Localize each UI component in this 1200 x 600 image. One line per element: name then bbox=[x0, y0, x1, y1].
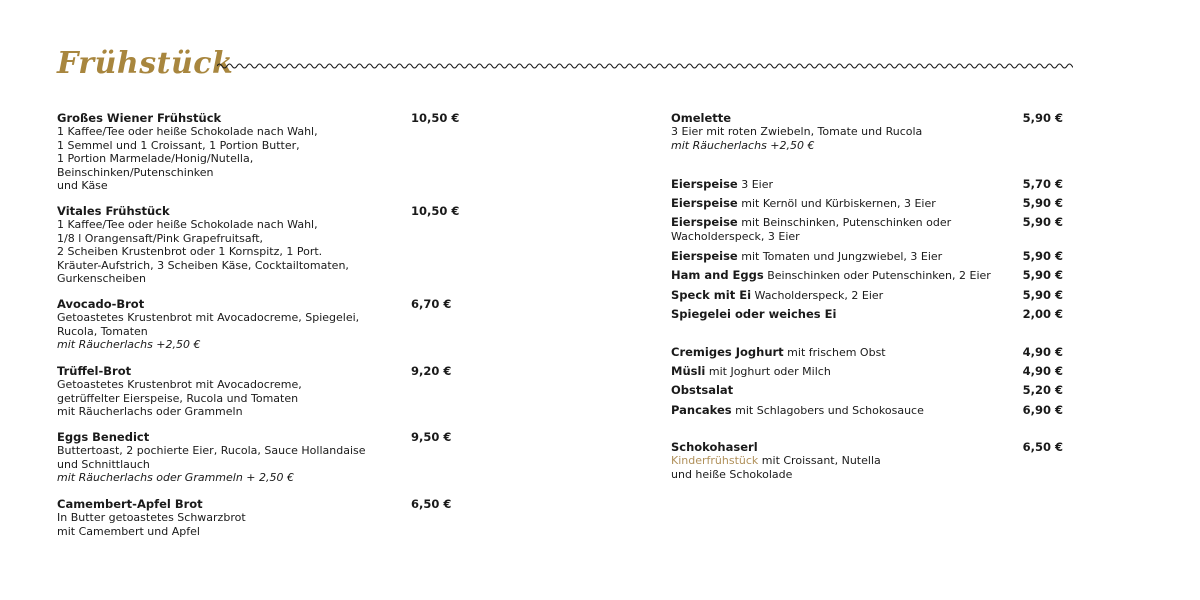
item-price: 5,90 € bbox=[1022, 196, 1063, 210]
menu-item bbox=[671, 112, 1063, 152]
menu-row bbox=[671, 177, 1063, 192]
item-description bbox=[57, 311, 360, 352]
description-line: 3 Eier mit roten Zwiebeln, Tomate und Rucola bbox=[671, 125, 923, 139]
item-description bbox=[57, 125, 357, 192]
item-extra: mit Räucherlachs +2,50 € bbox=[57, 338, 201, 352]
item-name: Speck mit Ei bbox=[671, 288, 752, 302]
description-line: und Käse bbox=[57, 179, 108, 193]
description-line: Gurkenscheiben bbox=[57, 272, 147, 286]
item-description: mit Beinschinken, Putenschinken oder bbox=[741, 216, 952, 229]
item-price: 6,70 € bbox=[411, 297, 452, 311]
item-price: 10,50 € bbox=[411, 204, 460, 218]
item-price: 9,20 € bbox=[411, 364, 452, 378]
description-line: 2 Scheiben Krustenbrot oder 1 Kornspitz, 1 Port. bbox=[57, 245, 323, 259]
item-name: Eierspeise bbox=[671, 249, 738, 263]
item-price: 5,90 € bbox=[1022, 268, 1063, 282]
menu-row bbox=[671, 268, 1063, 283]
item-extra: mit Räucherlachs +2,50 € bbox=[671, 138, 815, 152]
item-price: 5,90 € bbox=[1022, 249, 1063, 263]
menu-item bbox=[57, 431, 457, 485]
item-name: Eierspeise bbox=[671, 177, 738, 191]
item-name: Pancakes bbox=[671, 403, 732, 417]
description-line: Getoastetes Krustenbrot mit Avocadocreme, Spiegelei, bbox=[57, 311, 360, 325]
item-name: Eierspeise bbox=[671, 215, 738, 229]
item-price: 5,90 € bbox=[1022, 215, 1063, 229]
description-line: mit Croissant, Nutella bbox=[761, 454, 881, 468]
item-name: Omelette bbox=[671, 111, 732, 125]
item-description bbox=[57, 511, 357, 538]
item-description bbox=[57, 378, 357, 418]
item-description: Beinschinken oder Putenschinken, 2 Eier bbox=[767, 269, 991, 282]
menu-row bbox=[671, 307, 1063, 322]
description-line: 1 Portion Marmelade/Honig/Nutella, bbox=[57, 152, 254, 166]
menu-row bbox=[671, 196, 1063, 211]
description-line: Kräuter-Aufstrich, 3 Scheiben Käse, Cocktailtomaten, bbox=[57, 258, 349, 272]
item-name: Müsli bbox=[671, 364, 706, 378]
description-line: und Schnittlauch bbox=[57, 457, 150, 471]
item-price: 6,50 € bbox=[411, 497, 452, 511]
item-name: Avocado-Brot bbox=[57, 297, 145, 311]
menu-row bbox=[671, 288, 1063, 303]
description-line: mit Camembert und Apfel bbox=[57, 524, 200, 538]
item-name: Camembert-Apfel Brot bbox=[57, 497, 203, 511]
item-description: mit Kernöl und Kürbiskernen, 3 Eier bbox=[741, 197, 936, 210]
item-name: Obstsalat bbox=[671, 383, 734, 397]
item-price: 5,90 € bbox=[1022, 288, 1063, 302]
menu-header bbox=[57, 44, 1077, 88]
menu-item bbox=[57, 298, 457, 352]
description-line: Buttertoast, 2 pochierte Eier, Rucola, Sauce Hollandaise bbox=[57, 444, 366, 458]
item-description bbox=[671, 125, 971, 152]
description-line: mit Räucherlachs oder Grammeln bbox=[57, 405, 243, 419]
description-line: 1 Kaffee/Tee oder heiße Schokolade nach Wahl, bbox=[57, 125, 318, 139]
item-price: 2,00 € bbox=[1022, 307, 1063, 321]
item-name: Trüffel-Brot bbox=[57, 364, 132, 378]
kids-breakfast-label: Kinderfrühstück bbox=[671, 454, 759, 468]
description-line: getrüffelter Eierspeise, Rucola und Tomaten bbox=[57, 391, 299, 405]
menu-row bbox=[671, 364, 1063, 379]
item-description bbox=[671, 454, 971, 481]
item-description: mit Joghurt oder Milch bbox=[708, 365, 831, 378]
item-description: Wacholderspeck, 2 Eier bbox=[754, 289, 884, 302]
description-line: 1 Semmel und 1 Croissant, 1 Portion Butter, bbox=[57, 138, 300, 152]
description-line: Getoastetes Krustenbrot mit Avocadocreme, bbox=[57, 378, 302, 392]
menu-item bbox=[57, 204, 460, 286]
item-description: mit Schlagobers und Schokosauce bbox=[735, 404, 924, 417]
menu-item bbox=[57, 498, 457, 538]
menu-row bbox=[671, 215, 1063, 244]
item-name: Eierspeise bbox=[671, 196, 738, 210]
description-line: In Butter getoastetes Schwarzbrot bbox=[57, 511, 246, 525]
item-name: Ham and Eggs bbox=[671, 268, 764, 282]
item-price: 5,90 € bbox=[1022, 111, 1063, 125]
item-name: Schokohaserl bbox=[671, 440, 758, 454]
description-line: Beinschinken/Putenschinken bbox=[57, 165, 214, 179]
menu-row bbox=[671, 345, 1063, 360]
item-price: 6,90 € bbox=[1022, 403, 1063, 417]
menu-item bbox=[57, 365, 457, 419]
menu-row bbox=[671, 383, 1063, 398]
item-price: 5,20 € bbox=[1022, 383, 1063, 397]
menu-row bbox=[671, 249, 1063, 264]
item-description bbox=[57, 444, 366, 485]
item-extra: mit Räucherlachs oder Grammeln + 2,50 € bbox=[57, 471, 294, 485]
item-description bbox=[57, 218, 357, 285]
item-description: 3 Eier bbox=[741, 178, 774, 191]
item-name: Vitales Frühstück bbox=[57, 204, 170, 218]
wave-divider bbox=[217, 60, 1073, 72]
description-line: Rucola, Tomaten bbox=[57, 324, 148, 338]
item-name: Eggs Benedict bbox=[57, 430, 150, 444]
item-price: 6,50 € bbox=[1022, 440, 1063, 454]
description-line: und heiße Schokolade bbox=[671, 467, 793, 481]
item-description: mit frischem Obst bbox=[787, 346, 886, 359]
item-description-continued: Wacholderspeck, 3 Eier bbox=[671, 230, 800, 243]
item-price: 9,50 € bbox=[411, 430, 452, 444]
menu-item bbox=[57, 111, 460, 193]
description-line: 1 Kaffee/Tee oder heiße Schokolade nach Wahl, bbox=[57, 218, 318, 232]
item-price: 10,50 € bbox=[411, 111, 460, 125]
menu-item bbox=[671, 441, 1063, 481]
item-name: Großes Wiener Frühstück bbox=[57, 111, 222, 125]
menu-row bbox=[671, 403, 1063, 418]
item-price: 4,90 € bbox=[1022, 364, 1063, 378]
item-name: Spiegelei oder weiches Ei bbox=[671, 307, 837, 321]
description-line: 1/8 l Orangensaft/Pink Grapefruitsaft, bbox=[57, 231, 264, 245]
item-description: mit Tomaten und Jungzwiebel, 3 Eier bbox=[741, 250, 943, 263]
item-price: 4,90 € bbox=[1022, 345, 1063, 359]
page-title: Frühstück bbox=[57, 46, 234, 81]
item-name: Cremiges Joghurt bbox=[671, 345, 784, 359]
item-price: 5,70 € bbox=[1022, 177, 1063, 191]
